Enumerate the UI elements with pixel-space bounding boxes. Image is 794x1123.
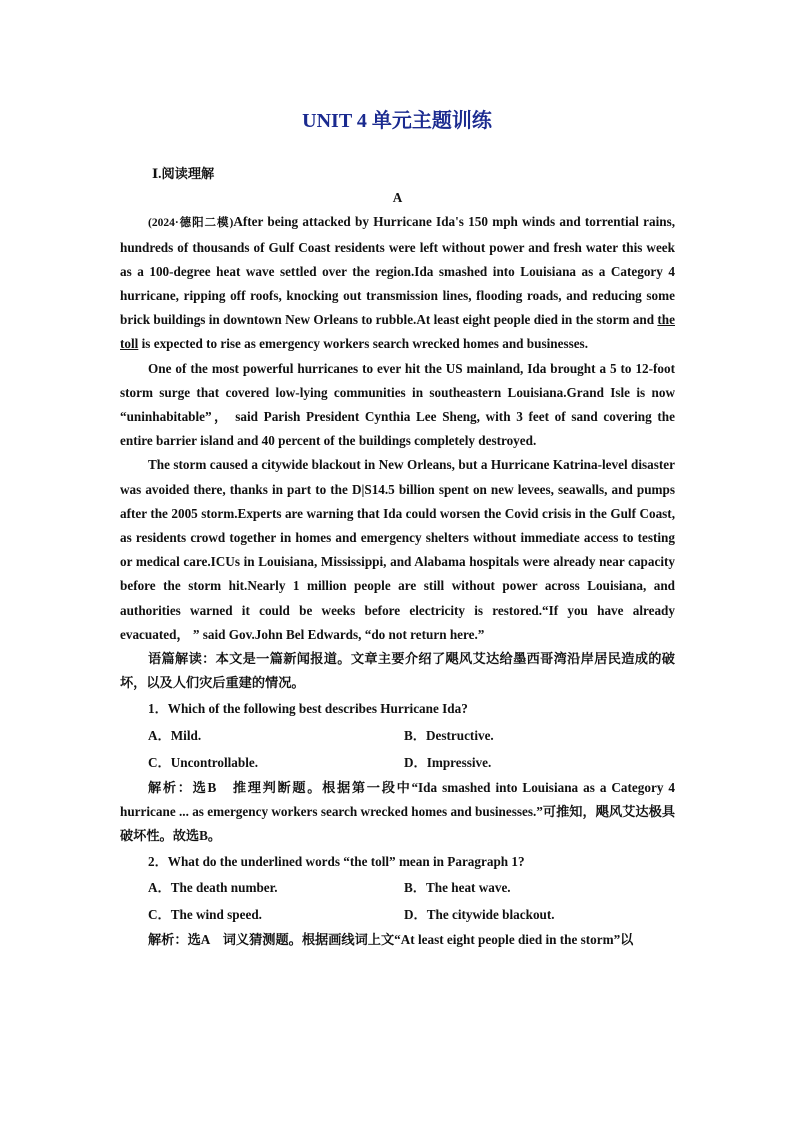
question-2-option-b: B．The heat wave. (404, 880, 511, 896)
analysis-text: 选A 词义猜测题。根据画线词上文“At least eight people died in the storm”以 (187, 932, 634, 948)
paragraph-1-text-a: After being attacked by Hurricane Ida's 150 mph winds and torrential rains, hundreds of thousands of Gulf Coast residents were left without power and fresh water this week as a 100-degree heat wave settled over the region.Ida smashed into Louisiana as a Category 4 hurricane, ripping off roofs, knocking out transmission lines, flooding roads, and reducing some brick buildings in downtown New Orleans to rubble.At least eight people died in the storm and (120, 214, 676, 328)
underlined-words: the toll (120, 312, 675, 352)
document-body (120, 162, 675, 953)
analysis-label: 解析： (148, 932, 188, 948)
question-2-stem: 2．What do the underlined words “the toll” mean in Paragraph 1? (148, 854, 525, 870)
passage-paragraph-1 (120, 210, 675, 356)
question-2-analysis (120, 928, 675, 952)
question-2-option-a: A．The death number. (148, 880, 278, 896)
section-heading: Ⅰ.阅读理解 (152, 166, 215, 181)
passage-paragraph-2: One of the most powerful hurricanes to ever hit the US mainland, Ida brought a 5 to 12-foot storm surge that covered low-lying communities in southeastern Louisiana.Grand Isle is now “uninhabitable”， said Parish President Cynthia Lee Sheng, with 3 feet of sand covering the entire barrier island and 40 percent of the buildings completely destroyed. (120, 360, 675, 449)
passage-summary: 语篇解读：本文是一篇新闻报道。文章主要介绍了飓风艾达给墨西哥湾沿岸居民造成的破坏，以及人们灾后重建的情况。 (120, 651, 675, 691)
question-1-option-c: C．Uncontrollable. (148, 754, 259, 770)
question-1-option-d: D．Impressive. (404, 754, 492, 770)
question-2-options (120, 874, 675, 928)
page-title: UNIT 4 单元主题训练 (302, 110, 492, 132)
question-2-option-c: C．The wind speed. (148, 907, 262, 923)
question-1-stem: 1．Which of the following best describes Hurricane Ida? (148, 701, 468, 717)
analysis-text: 选B 推理判断题。根据第一段中“Ida smashed into Louisiana as a Category 4 hurricane ... as emergency workers search wrecked homes and businesses.”可推知，飓风艾达极具破坏性。故选B。 (120, 779, 675, 844)
passage-source: (2024·德阳二模) (148, 217, 234, 230)
question-1-analysis (120, 776, 675, 849)
question-1-option-a: A．Mild. (148, 727, 202, 743)
question-1-options (120, 722, 675, 776)
passage-letter: A (392, 190, 403, 206)
passage-paragraph-3: The storm caused a citywide blackout in New Orleans, but a Hurricane Katrina-level disaster was avoided there, thanks in part to the D|S14.5 billion spent on new levees, seawalls, and pumps after the 2005 storm.Experts are warning that Ida could worsen the Covid crisis in the Gulf Coast, as residents crowd together in homes and emergency shelters without immediate access to testing or medical care.ICUs in Louisiana, Mississippi, and Alabama hospitals were already near capacity before the storm hit.Nearly 1 million people are still without power across Louisiana, and authorities warned it could be weeks before electricity is restored.“If you have already evacuated， ” said Gov.John Bel Edwards, “do not return here.” (120, 457, 675, 642)
question-2-option-d: D．The citywide blackout. (404, 907, 555, 923)
analysis-label: 解析： (148, 779, 193, 795)
paragraph-1-text-b: is expected to rise as emergency workers search wrecked homes and businesses. (138, 336, 588, 352)
question-1-option-b: B．Destructive. (404, 727, 494, 743)
